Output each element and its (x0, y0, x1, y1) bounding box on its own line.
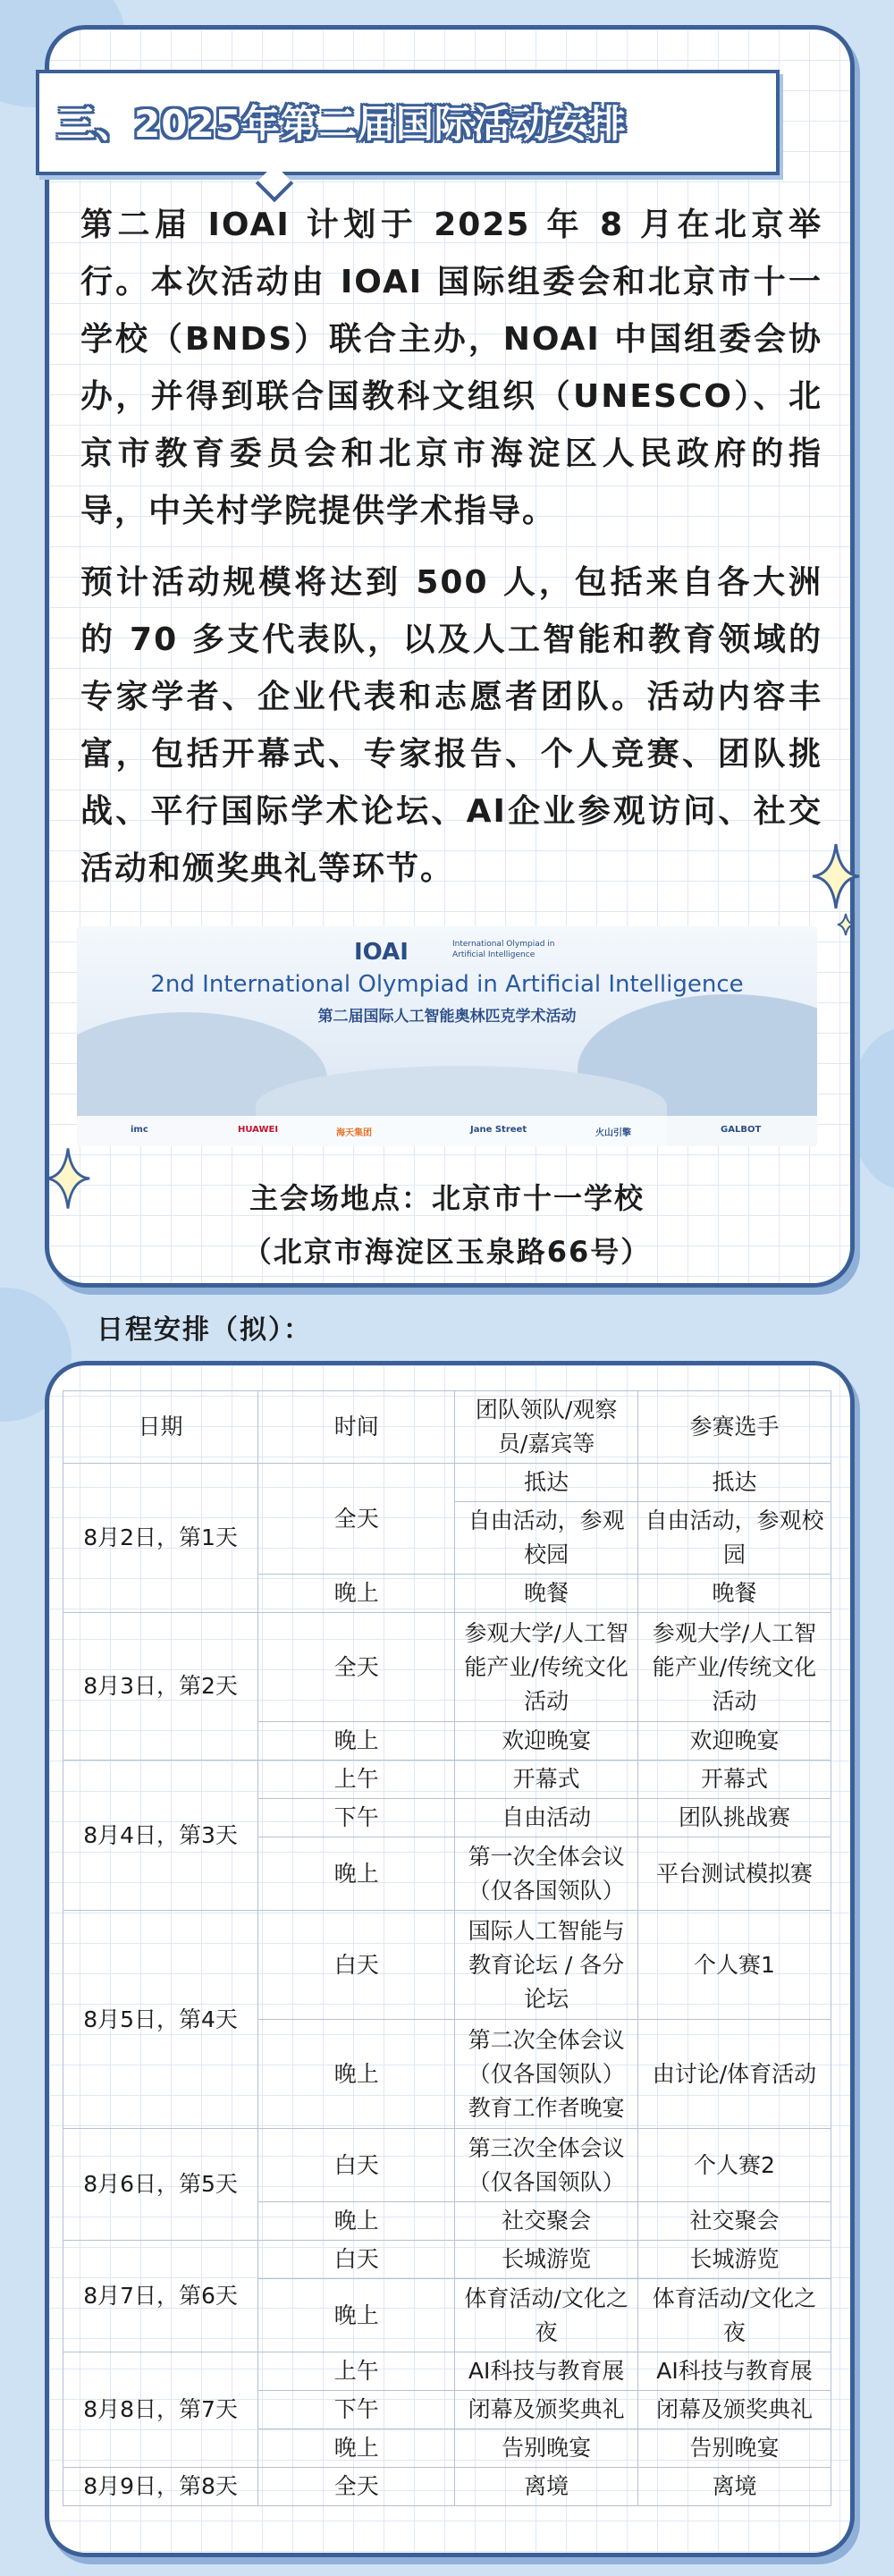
time-cell: 晚上 (258, 2020, 455, 2129)
time-cell: 晚上 (258, 2429, 455, 2468)
leader-cell: 抵达 (455, 1464, 638, 1502)
contestant-cell: 个人赛1 (637, 1911, 831, 2020)
contestant-cell: 个人赛2 (637, 2129, 831, 2202)
leader-cell: 自由活动 (455, 1799, 638, 1837)
date-cell: 8月9日，第8天 (63, 2468, 258, 2506)
contestant-cell: 抵达 (637, 1464, 831, 1502)
table-row (63, 2241, 831, 2279)
contestant-cell: 晚餐 (637, 1575, 831, 1613)
date-cell: 8月5日，第4天 (63, 1911, 258, 2129)
leader-cell: 第三次全体会议（仅各国领队） (455, 2129, 638, 2202)
contestant-cell: 平台测试模拟赛 (637, 1837, 831, 1911)
section-title: 三、2025年第二届国际活动安排 (57, 102, 627, 146)
time-cell: 晚上 (258, 1722, 455, 1761)
leader-cell: 第一次全体会议（仅各国领队） (455, 1837, 638, 1911)
contestant-cell: 团队挑战赛 (637, 1799, 831, 1837)
contestant-cell: 自由活动，参观校园 (637, 1502, 831, 1575)
leader-cell: 体育活动/文化之夜 (455, 2279, 638, 2352)
time-cell: 上午 (258, 1761, 455, 1799)
leader-cell: 社交聚会 (455, 2202, 638, 2241)
time-cell: 晚上 (258, 1837, 455, 1911)
table-row (63, 2129, 831, 2202)
table-header-row (63, 1391, 831, 1464)
sparkle-icon (809, 840, 863, 912)
leader-cell: 国际人工智能与教育论坛 / 各分论坛 (455, 1911, 638, 2020)
sponsor-logo: GALBOT (721, 1125, 762, 1135)
time-cell: 晚上 (258, 1575, 455, 1613)
time-cell: 全天 (258, 2468, 455, 2506)
venue-line: 主会场地点：北京市十一学校 (249, 1181, 645, 1215)
date-cell: 8月6日，第5天 (63, 2129, 258, 2241)
ioai-logo-subtitle: International Olympiad in Artificial Intelligence (452, 940, 555, 959)
schedule-label: 日程安排（拟）： (97, 1314, 312, 1346)
contestant-cell: AI科技与教育展 (637, 2352, 831, 2391)
contestant-cell: 由讨论/体育活动 (637, 2020, 831, 2129)
contestant-cell: 告别晚宴 (637, 2429, 831, 2468)
leader-cell: 告别晚宴 (455, 2429, 638, 2468)
contestant-cell: 参观大学/人工智能产业/传统文化活动 (637, 1613, 831, 1722)
leader-cell: AI科技与教育展 (455, 2352, 638, 2391)
ioai-logo: IOAI (354, 939, 409, 966)
date-cell: 8月7日，第6天 (63, 2241, 258, 2352)
leader-cell: 长城游览 (455, 2241, 638, 2279)
time-cell: 全天 (258, 1464, 455, 1575)
sponsor-strip (77, 1116, 817, 1146)
contestant-cell: 离境 (637, 2468, 831, 2506)
contestant-cell: 社交聚会 (637, 2202, 831, 2241)
time-cell: 晚上 (258, 2279, 455, 2352)
contestant-cell: 长城游览 (637, 2241, 831, 2279)
header-contestants: 参赛选手 (637, 1391, 831, 1464)
time-cell: 上午 (258, 2352, 455, 2391)
table-row (63, 1464, 831, 1502)
contestant-cell: 开幕式 (637, 1761, 831, 1799)
table-row (63, 2352, 831, 2391)
banner-subtitle: 第二届国际人工智能奥林匹克学术活动 (317, 1008, 577, 1026)
leader-cell: 自由活动，参观校园 (455, 1502, 638, 1575)
intro-paragraph-1: 第二届 IOAI 计划于 2025 年 8 月在北京举行。本次活动由 IOAI 国际组委会和北京市十一学校（BNDS）联合主办，NOAI 中国组委会协办，并得到联合国教科文组织（UNESCO）、北京市教育委员会和北京市海淀区人民政府的指导，中关村学院提供学术指导。 (80, 207, 822, 529)
contestant-cell: 欢迎晚宴 (637, 1722, 831, 1761)
intro-paragraph-2: 预计活动规模将达到 500 人，包括来自各大洲的 70 多支代表队，以及人工智能和教育领域的专家学者、企业代表和志愿者团队。活动内容丰富，包括开幕式、专家报告、个人竞赛、团队挑战、平行国际学术论坛、AI企业参观访问、社交活动和颁奖典礼等环节。 (80, 564, 822, 887)
header-time: 时间 (258, 1391, 455, 1464)
contestant-cell: 闭幕及颁奖典礼 (637, 2391, 831, 2429)
section-title-box (36, 70, 780, 175)
event-banner (77, 926, 817, 1146)
venue-address: （北京市海淀区玉泉路66号） (242, 1235, 652, 1269)
table-row (63, 1761, 831, 1799)
time-cell: 白天 (258, 2241, 455, 2279)
sparkle-small-icon (836, 912, 856, 937)
header-date: 日期 (63, 1391, 258, 1464)
banner-title: 2nd International Olympiad in Artificial Intelligence (150, 971, 744, 998)
leader-cell: 晚餐 (455, 1575, 638, 1613)
table-row (63, 1613, 831, 1722)
schedule-table (63, 1390, 831, 2506)
table-row (63, 2468, 831, 2506)
leader-cell: 离境 (455, 2468, 638, 2506)
table-row (63, 1911, 831, 2020)
sponsor-logo: HUAWEI (238, 1125, 279, 1135)
date-cell: 8月2日，第1天 (63, 1464, 258, 1613)
time-cell: 晚上 (258, 2202, 455, 2241)
sponsor-logo: 火山引擎 (595, 1128, 631, 1138)
time-cell: 白天 (258, 2129, 455, 2202)
leader-cell: 开幕式 (455, 1761, 638, 1799)
time-cell: 白天 (258, 1911, 455, 2020)
date-cell: 8月3日，第2天 (63, 1613, 258, 1761)
time-cell: 下午 (258, 2391, 455, 2429)
sponsor-logo: 海天集团 (336, 1128, 372, 1138)
contestant-cell: 体育活动/文化之夜 (637, 2279, 831, 2352)
date-cell: 8月8日，第7天 (63, 2352, 258, 2468)
leader-cell: 第二次全体会议（仅各国领队）教育工作者晚宴 (455, 2020, 638, 2129)
leader-cell: 闭幕及颁奖典礼 (455, 2391, 638, 2429)
background-blob (849, 1028, 894, 1189)
leader-cell: 欢迎晚宴 (455, 1722, 638, 1761)
sponsor-logo: Jane Street (470, 1125, 527, 1135)
date-cell: 8月4日，第3天 (63, 1761, 258, 1911)
header-leaders: 团队领队/观察员/嘉宾等 (455, 1391, 638, 1464)
leader-cell: 参观大学/人工智能产业/传统文化活动 (455, 1613, 638, 1722)
time-cell: 下午 (258, 1799, 455, 1837)
sponsor-logo: imc (131, 1125, 148, 1135)
time-cell: 全天 (258, 1613, 455, 1722)
